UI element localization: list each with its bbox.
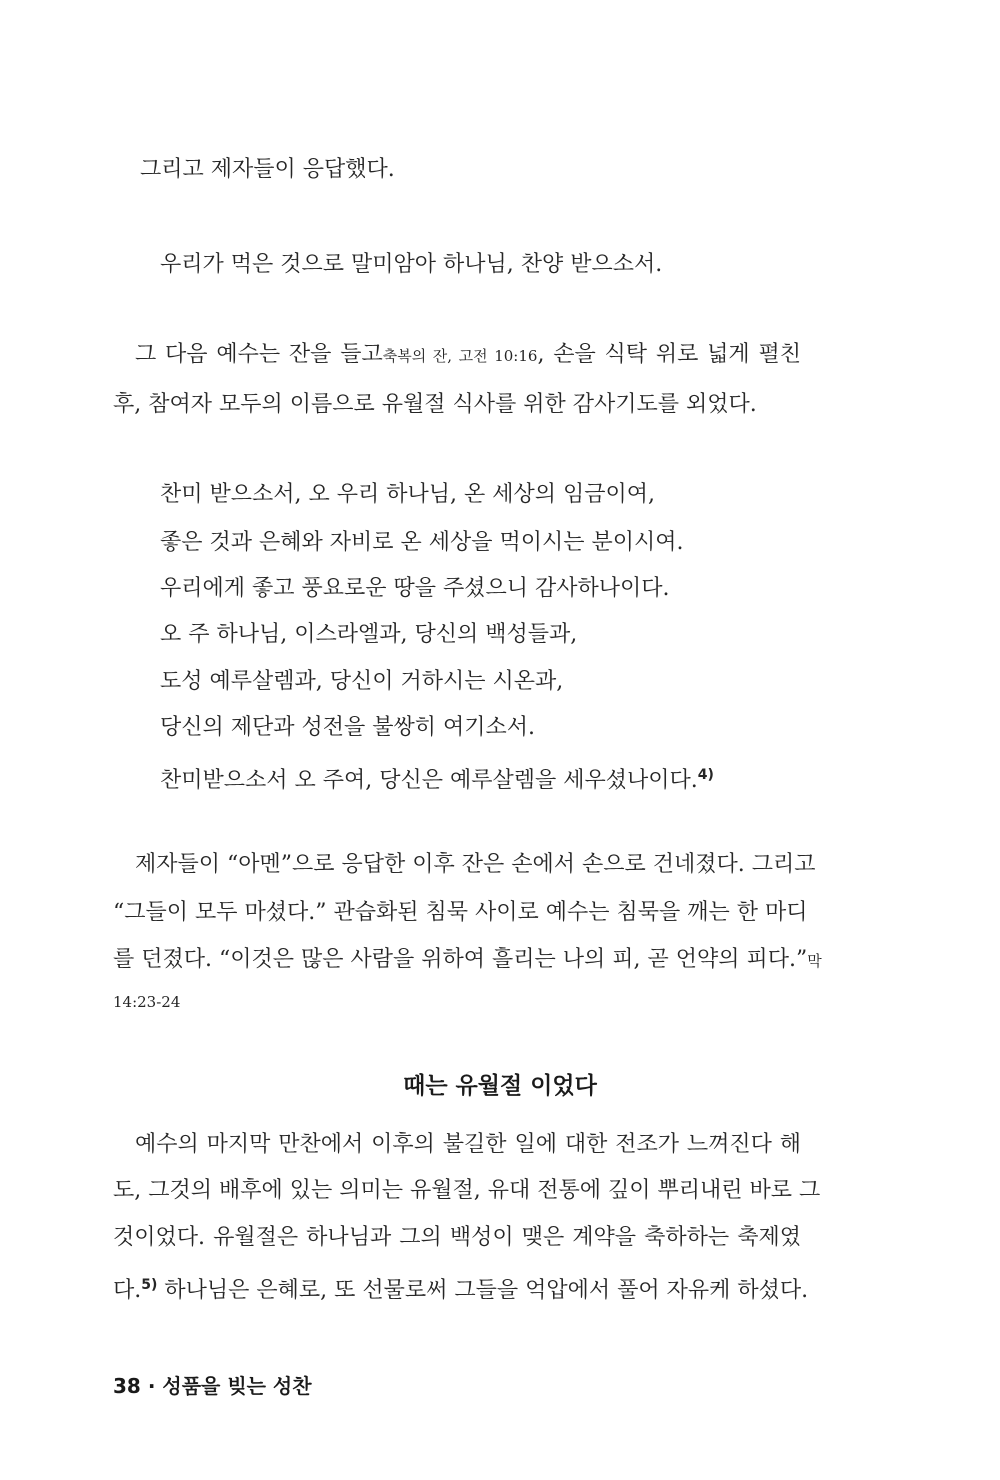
section-heading: 때는 유월절 이었다 bbox=[403, 1073, 597, 1099]
prayer-line: 우리에게 좋고 풍요로운 땅을 주셨으니 감사하나이다. bbox=[160, 576, 670, 601]
prayer-line: 찬미받으소서 오 주여, 당신은 예루살렘을 세우셨나이다. bbox=[160, 768, 698, 793]
paragraph-passover-text: 다. bbox=[113, 1278, 142, 1303]
prayer-line: 당신의 제단과 성전을 불쌍히 여기소서. bbox=[160, 715, 535, 740]
intro-line: 그리고 제자들이 응답했다. bbox=[140, 157, 395, 182]
scripture-reference-continued: 14:23-24 bbox=[113, 993, 181, 1011]
book-title: 성품을 빚는 성찬 bbox=[162, 1374, 312, 1398]
paragraph-amen-line-1 bbox=[113, 850, 816, 880]
paragraph-amen-line-2: “그들이 모두 마셨다.” 관습화된 침묵 사이로 예수는 침묵을 깨는 한 마디 bbox=[113, 900, 808, 925]
footer-separator: · bbox=[147, 1374, 156, 1398]
paragraph-amen-text: 제자들이 “아멘”으로 응답한 이후 잔은 손에서 손으로 건네졌다. 그리고 bbox=[135, 852, 816, 877]
paragraph-amen-text: 를 던졌다. “이것은 많은 사람을 위하여 흘리는 나의 피, 곧 언약의 피다.” bbox=[113, 947, 808, 972]
page-footer bbox=[113, 1372, 312, 1400]
prayer-line: 도성 예루살렘과, 당신이 거하시는 시온과, bbox=[160, 669, 564, 694]
footnote-marker: 4) bbox=[697, 767, 714, 783]
prayer-line: 찬미 받으소서, 오 우리 하나님, 온 세상의 임금이여, bbox=[160, 482, 655, 507]
prayer-line: 오 주 하나님, 이스라엘과, 당신의 백성들과, bbox=[160, 622, 578, 647]
footnote-marker: 5) bbox=[141, 1277, 158, 1293]
paragraph-cup-line-2: 후, 참여자 모두의 이름으로 유월절 식사를 위한 감사기도를 외었다. bbox=[113, 392, 757, 417]
paragraph-passover-line-2: 도, 그것의 배후에 있는 의미는 유월절, 유대 전통에 깊이 뿌리내린 바로 그 bbox=[113, 1178, 821, 1203]
response-quote: 우리가 먹은 것으로 말미암아 하나님, 찬양 받으소서. bbox=[160, 252, 663, 277]
prayer-line: 좋은 것과 은혜와 자비로 온 세상을 먹이시는 분이시여. bbox=[160, 530, 684, 555]
paragraph-passover-line-4 bbox=[113, 1270, 809, 1306]
paragraph-passover-line-3: 것이었다. 유월절은 하나님과 그의 백성이 맺은 계약을 축하하는 축제였 bbox=[113, 1225, 801, 1250]
page-number: 38 bbox=[113, 1374, 141, 1398]
paragraph-cup-text-a: 그 다음 예수는 잔을 들고 bbox=[135, 342, 383, 367]
paragraph-passover-line-1 bbox=[113, 1130, 801, 1160]
paragraph-cup-text-b: , 손을 식탁 위로 넓게 펼친 bbox=[537, 342, 801, 367]
scripture-reference-note: 막 bbox=[807, 952, 822, 970]
prayer-line-last bbox=[160, 760, 714, 796]
paragraph-passover-text: 예수의 마지막 만찬에서 이후의 불길한 일에 대한 전조가 느껴진다 해 bbox=[135, 1132, 801, 1157]
paragraph-passover-text: 하나님은 은혜로, 또 선물로써 그들을 억압에서 풀어 자유케 하셨다. bbox=[157, 1278, 809, 1303]
paragraph-amen-line-3 bbox=[113, 945, 822, 976]
scripture-reference-note: 축복의 잔, 고전 10:16 bbox=[382, 347, 538, 365]
paragraph-cup-line-1 bbox=[113, 340, 801, 371]
